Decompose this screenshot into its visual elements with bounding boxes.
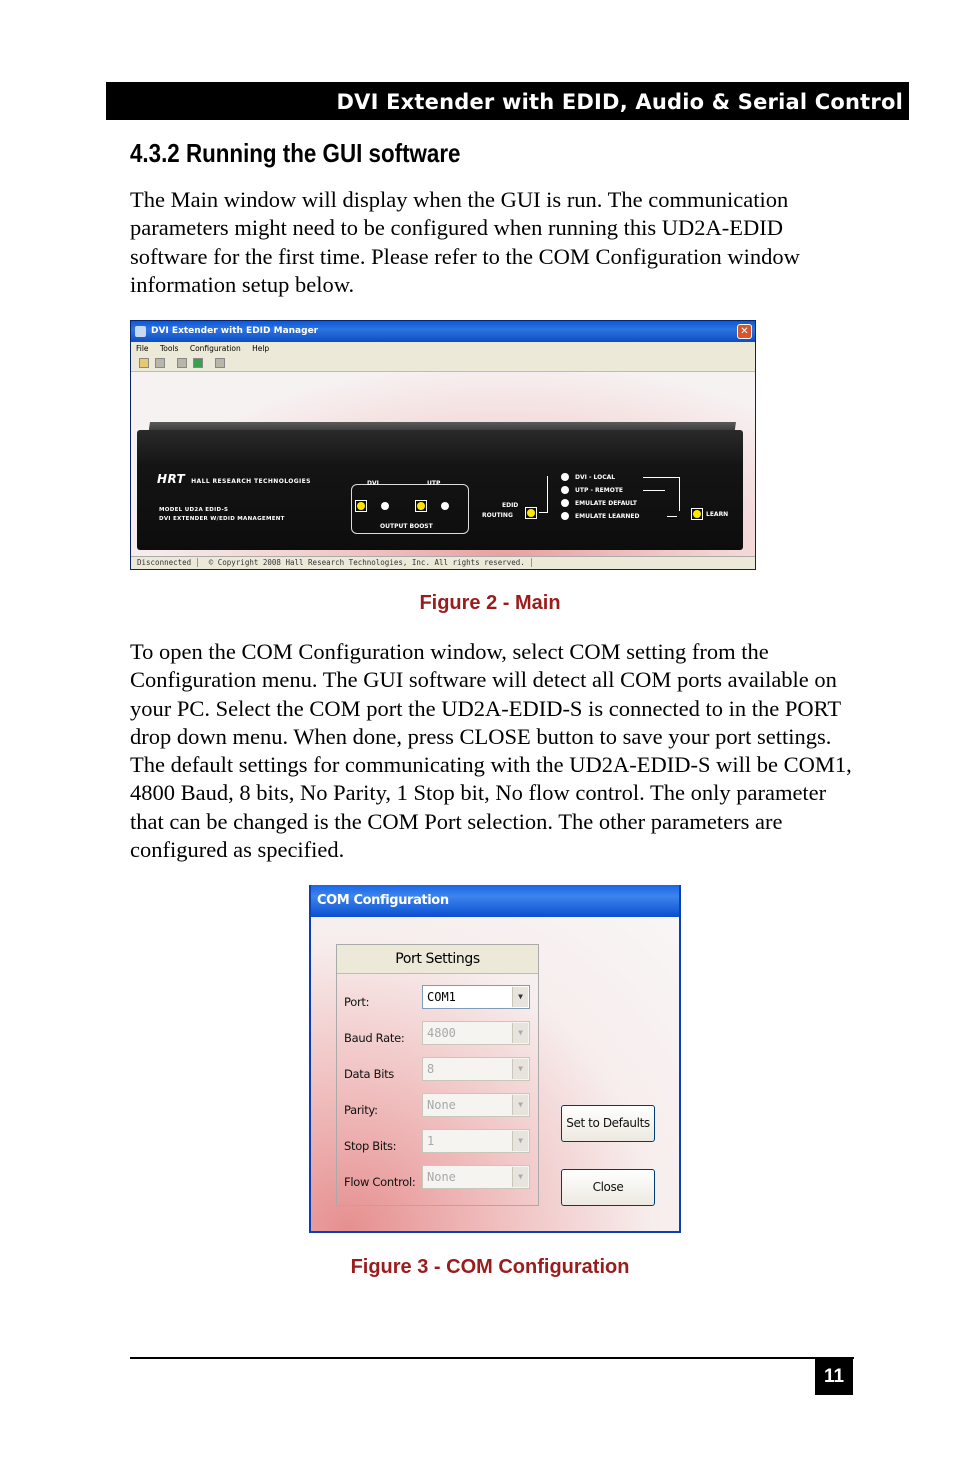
flow-control-label: Flow Control:	[344, 1175, 416, 1189]
data-bits-label: Data Bits	[344, 1067, 394, 1081]
port-label: Port:	[344, 995, 370, 1009]
port-settings-group	[336, 944, 539, 1206]
routing-bracket	[547, 476, 548, 513]
page-number: 11	[815, 1359, 853, 1395]
main-canvas	[131, 372, 755, 558]
learn-arrow	[667, 516, 677, 517]
learn-label: LEARN	[706, 511, 729, 518]
edid-label: EDID	[502, 502, 519, 509]
menu-help[interactable]: Help	[252, 344, 270, 353]
utp-boost-button[interactable]	[415, 500, 427, 512]
close-window-button[interactable]: ✕	[737, 324, 752, 339]
emulate-default-led	[561, 499, 569, 507]
header-bar	[106, 82, 909, 120]
option-emulate-learned: EMULATE LEARNED	[575, 513, 640, 520]
hrt-logo: HRT	[157, 472, 186, 486]
dvi-led	[381, 502, 389, 510]
dvi-label: DVI	[367, 480, 379, 487]
data-bits-select	[422, 1057, 530, 1081]
section-title: 4.3.2 Running the GUI software	[130, 138, 461, 168]
flow-control-value: None	[427, 1170, 456, 1184]
com-window-title: COM Configuration	[311, 885, 679, 917]
menu-file[interactable]: File	[136, 344, 149, 353]
stop-bits-select	[422, 1129, 530, 1153]
option-utp-remote: UTP - REMOTE	[575, 487, 624, 494]
baud-rate-select	[422, 1021, 530, 1045]
main-window-titlebar	[131, 321, 755, 342]
chevron-down-icon: ▼	[512, 1131, 528, 1151]
device-front-panel	[137, 430, 743, 550]
com-window-body	[311, 917, 679, 1231]
connect-icon[interactable]	[177, 358, 187, 368]
disconnect-icon[interactable]	[215, 358, 225, 368]
utp-remote-led	[561, 486, 569, 494]
brand-name: HALL RESEARCH TECHNOLOGIES	[191, 478, 311, 485]
open-icon[interactable]	[139, 358, 149, 368]
intro-paragraph: The Main window will display when the GUI is run. The communication parameters might need to be configured when running this UD2A-EDID software for the first time. Please refer to the COM Configuration window information setup below.	[130, 187, 800, 297]
parity-label: Parity:	[344, 1103, 378, 1117]
status-bar	[131, 556, 755, 569]
connection-status: Disconnected	[131, 558, 198, 567]
baud-rate-value: 4800	[427, 1026, 456, 1040]
routing-label: ROUTING	[482, 512, 513, 519]
main-menubar	[131, 342, 755, 355]
com-instructions-paragraph: To open the COM Configuration window, select COM setting from the Configuration menu. The GUI software will detect all COM ports available on your PC. Select the COM port the UD2A-EDID-S is connected to in the PORT drop down menu. When done, press CLOSE button to save your port settings. The default settings for communicating with the UD2A-EDID-S will be COM1, 4800 Baud, 8 bits, No Parity, 1 Stop bit, No flow control. The only parameter that can be changed is the COM Port selection. The other parameters are configured as specified.	[130, 639, 852, 863]
parity-select	[422, 1093, 530, 1117]
learn-line-vertical	[679, 477, 680, 511]
edid-routing-button[interactable]	[525, 507, 537, 519]
chevron-down-icon: ▼	[512, 1023, 528, 1043]
chevron-down-icon: ▼	[512, 1167, 528, 1187]
emulate-learned-led	[561, 512, 569, 520]
port-value: COM1	[427, 990, 456, 1004]
chevron-down-icon: ▼	[512, 1059, 528, 1079]
figure-2-caption: Figure 2 - Main	[419, 592, 561, 614]
footer-rule	[130, 1357, 854, 1359]
parity-value: None	[427, 1098, 456, 1112]
option-dvi-local: DVI - LOCAL	[575, 474, 616, 481]
main-window-title: DVI Extender with EDID Manager	[151, 326, 319, 336]
device-model	[159, 506, 285, 524]
port-settings-title: Port Settings	[337, 945, 538, 974]
stop-bits-value: 1	[427, 1134, 435, 1148]
dvi-boost-button[interactable]	[355, 500, 367, 512]
learn-line-top	[643, 477, 679, 478]
copyright-text: © Copyright 2008 Hall Research Technologies, Inc. All rights reserved.	[203, 558, 532, 567]
baud-rate-label: Baud Rate:	[344, 1031, 405, 1045]
header-title: DVI Extender with EDID, Audio & Serial Control	[336, 90, 903, 114]
close-button[interactable]: Close	[561, 1169, 655, 1206]
learn-line-mid	[643, 490, 665, 491]
main-window-screenshot	[130, 320, 756, 570]
flow-control-select	[422, 1165, 530, 1189]
green-device-icon[interactable]	[193, 358, 203, 368]
set-to-defaults-button[interactable]: Set to Defaults	[561, 1105, 655, 1142]
menu-configuration[interactable]: Configuration	[189, 344, 241, 353]
stop-bits-label: Stop Bits:	[344, 1139, 397, 1153]
option-emulate-default: EMULATE DEFAULT	[575, 500, 637, 507]
figure-3-caption: Figure 3 - COM Configuration	[350, 1256, 630, 1278]
data-bits-value: 8	[427, 1062, 435, 1076]
learn-button[interactable]	[691, 508, 703, 520]
output-boost-label: OUTPUT BOOST	[377, 523, 436, 530]
chevron-down-icon: ▼	[512, 1095, 528, 1115]
utp-label: UTP	[427, 480, 441, 487]
com-configuration-window	[309, 885, 681, 1233]
app-icon	[135, 326, 146, 337]
device-brand	[157, 472, 311, 486]
routing-connector	[539, 512, 547, 513]
model-line-1: MODEL UD2A EDID-S	[159, 507, 229, 513]
utp-led	[441, 502, 449, 510]
main-toolbar	[131, 355, 755, 372]
port-select[interactable]	[422, 985, 530, 1009]
menu-tools[interactable]: Tools	[159, 344, 179, 353]
model-line-2: DVI EXTENDER W/EDID MANAGEMENT	[159, 516, 285, 522]
save-icon[interactable]	[155, 358, 165, 368]
dvi-local-led	[561, 473, 569, 481]
chevron-down-icon[interactable]: ▼	[512, 987, 528, 1007]
